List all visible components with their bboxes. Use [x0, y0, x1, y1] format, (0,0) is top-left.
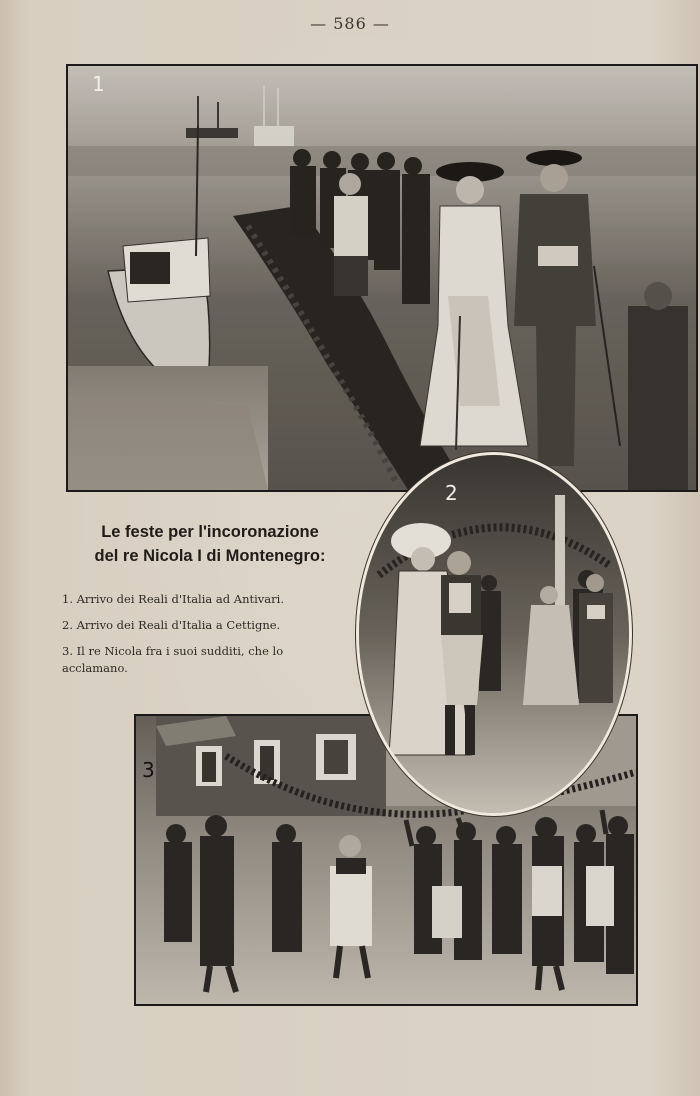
photo-2-number: 2 [445, 481, 458, 505]
photo-3-number: 3 [142, 758, 155, 782]
caption-title-line-1: Le feste per l'incoronazione [101, 523, 319, 541]
photo-1-number: 1 [92, 72, 105, 96]
caption-title-line-2: del re Nicola I di Montenegro: [94, 547, 326, 565]
caption-item: 1. Arrivo dei Reali d'Italia ad Antivari. [62, 592, 284, 606]
caption-item: 3. Il re Nicola fra i suoi sudditi, che lo acclamano. [62, 644, 284, 675]
photo-arrival-cettigne [356, 452, 632, 816]
photo-arrival-cettigne-image [359, 455, 629, 813]
caption-item: 2. Arrivo dei Reali d'Italia a Cettigne. [62, 618, 281, 632]
caption-title [60, 520, 360, 568]
photo-arrival-antivari-image [68, 66, 696, 490]
photo-arrival-antivari [66, 64, 698, 492]
caption-list [62, 591, 344, 686]
page-number: — 586 — [310, 14, 390, 33]
